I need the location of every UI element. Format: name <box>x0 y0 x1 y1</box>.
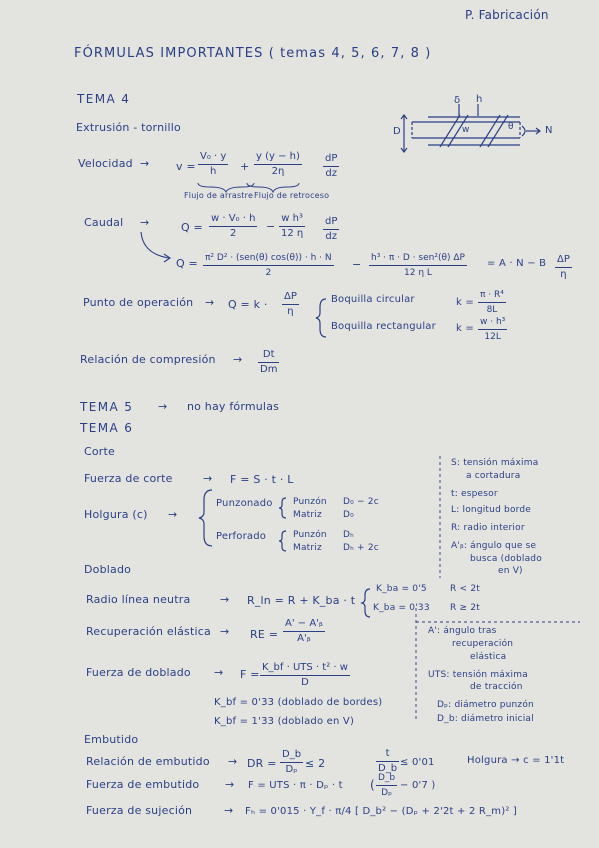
compresion-label: Relación de compresión <box>80 353 216 366</box>
legend-ab-1: A'ᵦ: ángulo que se <box>451 541 537 551</box>
operacion-label: Punto de operación <box>83 296 194 309</box>
relacion-embutido-cond: ≤ 2 <box>305 757 326 770</box>
kbf-bordes: K_bf = 0'33 (doblado de bordes) <box>214 697 383 708</box>
relacion-embutido-arrow: → <box>228 755 238 768</box>
punzonado-matriz-value: D₀ <box>343 510 354 520</box>
tema5-heading: TEMA 5 <box>80 400 134 414</box>
fuerza-doblado-lhs: F = <box>240 668 260 681</box>
velocidad-arrow: → <box>140 157 150 170</box>
fuerza-sujecion-arrow: → <box>224 804 234 817</box>
recuperacion-lhs: RE = <box>250 628 279 641</box>
radio-formula: R_ln = R + K_ba · t <box>247 594 356 607</box>
holgura-arrow: → <box>168 508 178 521</box>
boquilla-rectangular-formula: w · h³ 12L <box>480 317 506 342</box>
radio-arrow: → <box>220 593 230 606</box>
legend-borders <box>416 456 580 720</box>
embutido-heading: Embutido <box>84 733 139 746</box>
velocidad-label: Velocidad <box>78 157 133 170</box>
perforado-matriz: Matriz <box>293 543 322 553</box>
caudal-rhs: = A · N − B <box>487 258 547 269</box>
velocidad-lhs: v = <box>176 160 196 173</box>
legend-ab-2: busca (doblado <box>470 554 542 564</box>
fuerza-embutido-tail: − 0'7 ) <box>400 780 436 791</box>
caudal-branch-arrow <box>141 232 170 262</box>
boquilla-circular-label: Boquilla circular <box>331 294 415 305</box>
subject-name: P. Fabricación <box>465 8 549 22</box>
operacion-term: ΔP η <box>284 291 297 317</box>
n-label: N <box>545 125 553 136</box>
braces <box>199 299 370 617</box>
fuerza-embutido-arrow: → <box>225 778 235 791</box>
caudal-term-c: dP dz <box>325 216 338 242</box>
punzonado-matriz: Matriz <box>293 510 322 520</box>
tema5-text: no hay fórmulas <box>187 400 280 413</box>
caudal-arrow: → <box>140 216 150 229</box>
legend-l: L: longitud borde <box>451 505 532 515</box>
fuerza-doblado-arrow: → <box>214 666 224 679</box>
caudal-lhs2: Q = <box>176 257 198 270</box>
caudal-term-a: w · V₀ · h 2 <box>211 213 256 239</box>
compresion-arrow: → <box>233 353 243 366</box>
caudal-term-b: w h³ 12 η <box>281 213 304 239</box>
velocidad-term1: V₀ · y h <box>200 151 227 177</box>
screw-diagram <box>401 104 540 152</box>
legend-r: R: radio interior <box>451 523 525 533</box>
theta-label: θ <box>508 122 514 132</box>
legend-db: D_b: diámetro inicial <box>437 714 534 724</box>
recuperacion-formula: A' − A'ᵦ A'ᵦ <box>285 618 323 644</box>
h-label: h <box>476 94 483 105</box>
fuerza-doblado-formula: K_bf · UTS · t² · w D <box>262 662 348 688</box>
radio-k2: K_ba = 0'33 <box>373 603 430 613</box>
flujo-arrastre-note: Flujo de arrastre <box>184 191 254 200</box>
fuerza-embutido-formula: F = UTS · π · Dₚ · t <box>248 780 343 791</box>
legend-a-2: recuperación <box>452 639 514 649</box>
recuperacion-label: Recuperación elástica <box>86 625 211 638</box>
extrusion-label: Extrusión - tornillo <box>76 121 181 134</box>
caudal-term-e: h³ · π · D · sen²(θ) ΔP 12 η L <box>371 253 465 278</box>
doblado-heading: Doblado <box>84 563 132 576</box>
caudal-minus-2: − <box>352 258 362 271</box>
punzonado-label: Punzonado <box>216 498 273 509</box>
fuerza-sujecion-formula: Fₕ = 0'015 · Y_f · π/4 [ D_b² − (Dₚ + 2'2t + 2 R_m)² ] <box>245 806 518 817</box>
legend-dp: Dₚ: diámetro punzón <box>437 700 534 710</box>
fuerza-corte-formula: F = S · t · L <box>230 473 294 486</box>
fuerza-corte-arrow: → <box>203 472 213 485</box>
punzonado-punzon-value: D₀ − 2c <box>343 497 379 507</box>
perforado-matriz-value: Dₕ + 2c <box>343 543 379 553</box>
radio-k1: K_ba = 0'5 <box>376 584 427 594</box>
velocidad-term2: y (y − h) 2η <box>256 151 300 177</box>
caudal-term-d: π² D² · (sen(θ) cos(θ)) · h · N 2 <box>205 253 332 278</box>
fuerza-doblado-label: Fuerza de doblado <box>86 666 191 679</box>
legend-s-1: S: tensión máxima <box>451 458 539 468</box>
compresion-formula: Dt Dm <box>260 349 278 375</box>
perforado-punzon: Punzón <box>293 530 327 540</box>
relacion-embutido-formula: D_b Dₚ <box>282 749 302 775</box>
w-label: w <box>462 125 470 135</box>
fuerza-embutido-label: Fuerza de embutido <box>86 778 200 791</box>
caudal-term-f: ΔP η <box>557 254 570 280</box>
tema5-arrow: → <box>158 400 168 413</box>
boquilla-circular-formula: π · R⁴ 8L <box>480 290 504 315</box>
caudal-label: Caudal <box>84 216 124 229</box>
fuerza-sujecion-label: Fuerza de sujeción <box>86 804 193 817</box>
diameter-label: D <box>393 126 401 137</box>
flujo-retroceso-note: Flujo de retroceso <box>254 191 330 200</box>
velocidad-plus: + <box>240 160 250 173</box>
perforado-punzon-value: Dₕ <box>343 530 354 540</box>
boquilla-circular-k: k = <box>456 297 474 308</box>
fuerza-corte-label: Fuerza de corte <box>84 472 173 485</box>
perforado-label: Perforado <box>216 531 267 542</box>
velocidad-term3: dP dz <box>325 153 338 179</box>
boquilla-rectangular-label: Boquilla rectangular <box>331 321 436 332</box>
kbf-v: K_bf = 1'33 (doblado en V) <box>214 716 355 727</box>
holgura-label: Holgura (c) <box>84 508 148 521</box>
corte-heading: Corte <box>84 445 116 458</box>
operacion-lhs: Q = k · <box>228 298 268 311</box>
espesor-ratio-cond: ≤ 0'01 <box>400 757 435 768</box>
legend-t: t: espesor <box>451 489 498 499</box>
boquilla-rectangular-k: k = <box>456 323 474 334</box>
page-title: FÓRMULAS IMPORTANTES ( temas 4, 5, 6, 7, 8 ) <box>74 46 432 61</box>
fuerza-embutido-ratio: D_b Dₚ <box>378 773 396 798</box>
radio-c2: R ≥ 2t <box>450 603 480 613</box>
radio-c1: R < 2t <box>450 584 480 594</box>
relacion-embutido-lhs: DR = <box>247 757 277 770</box>
legend-s-2: a cortadura <box>466 471 521 481</box>
operacion-arrow: → <box>205 296 215 309</box>
fuerza-embutido-paren: ( <box>370 778 375 792</box>
legend-uts-1: UTS: tensión máxima <box>428 670 528 680</box>
espesor-ratio: t D_b <box>378 748 398 774</box>
legend-ab-3: en V) <box>498 566 523 576</box>
tema4-heading: TEMA 4 <box>77 92 131 106</box>
caudal-minus: − <box>266 220 276 233</box>
legend-a-3: elástica <box>470 652 507 662</box>
caudal-lhs: Q = <box>181 221 203 234</box>
relacion-embutido-label: Relación de embutido <box>86 755 210 768</box>
recuperacion-arrow: → <box>220 625 230 638</box>
legend-a-1: A': ángulo tras <box>428 626 497 636</box>
delta-label: δ <box>454 95 461 106</box>
holgura-embutido: Holgura → c = 1'1t <box>467 755 565 766</box>
punzonado-punzon: Punzón <box>293 497 327 507</box>
radio-label: Radio línea neutra <box>86 593 191 606</box>
legend-uts-2: de tracción <box>470 682 523 692</box>
tema6-heading: TEMA 6 <box>80 421 134 435</box>
